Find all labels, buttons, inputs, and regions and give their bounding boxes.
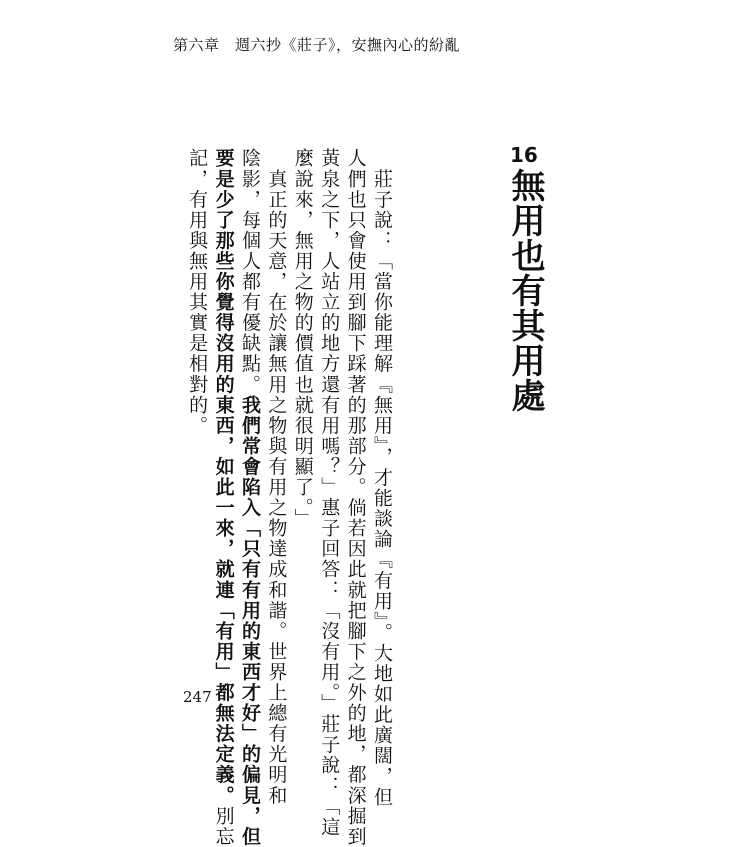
text-line <box>237 148 263 847</box>
page-number: 247 <box>183 688 212 706</box>
text-line: 莊子說：「當你能理解『無用』，才能談論『有用』。大地如此廣闊，但 <box>371 148 393 808</box>
plain-text: 記，有用與無用其實是相對的。 <box>186 148 209 436</box>
chapter-number: 16 <box>510 143 538 167</box>
text-line <box>184 148 210 658</box>
plain-text: 別忘 <box>212 805 235 847</box>
text-line: 麼說來，無用之物的價值也就很明顯了。」 <box>291 148 314 529</box>
running-header: 第六章 週六抄《莊子》，安撫內心的紛亂 <box>173 36 461 54</box>
text-line: 人們也只會使用到腳下踩著的那部分。倘若因此就把腳下之外的地，都深掘到 <box>344 148 367 847</box>
plain-text: 陰影，每個人都有優缺點。 <box>238 148 261 395</box>
emphasis-text: 我們常會陷入「只有有用的東西才好」的偏見，但 <box>238 394 261 847</box>
plain-text: 真正的天意，在於讓無用之物與有用之物達成和諧。世界上總有光明和 <box>265 148 288 806</box>
emphasis-text: 要是少了那些你覺得沒用的東西，如此一來，就連「有用」都無法定義。 <box>212 148 235 806</box>
text-line <box>210 148 236 847</box>
paragraph-1 <box>289 148 395 847</box>
text-line: 黃泉之下，人站立的地方還有用嗎？」惠子回答：「沒有用。」莊子說：「這 <box>318 148 341 838</box>
text-line <box>263 148 289 806</box>
chapter-title: 無用也有其用處 <box>505 168 545 413</box>
